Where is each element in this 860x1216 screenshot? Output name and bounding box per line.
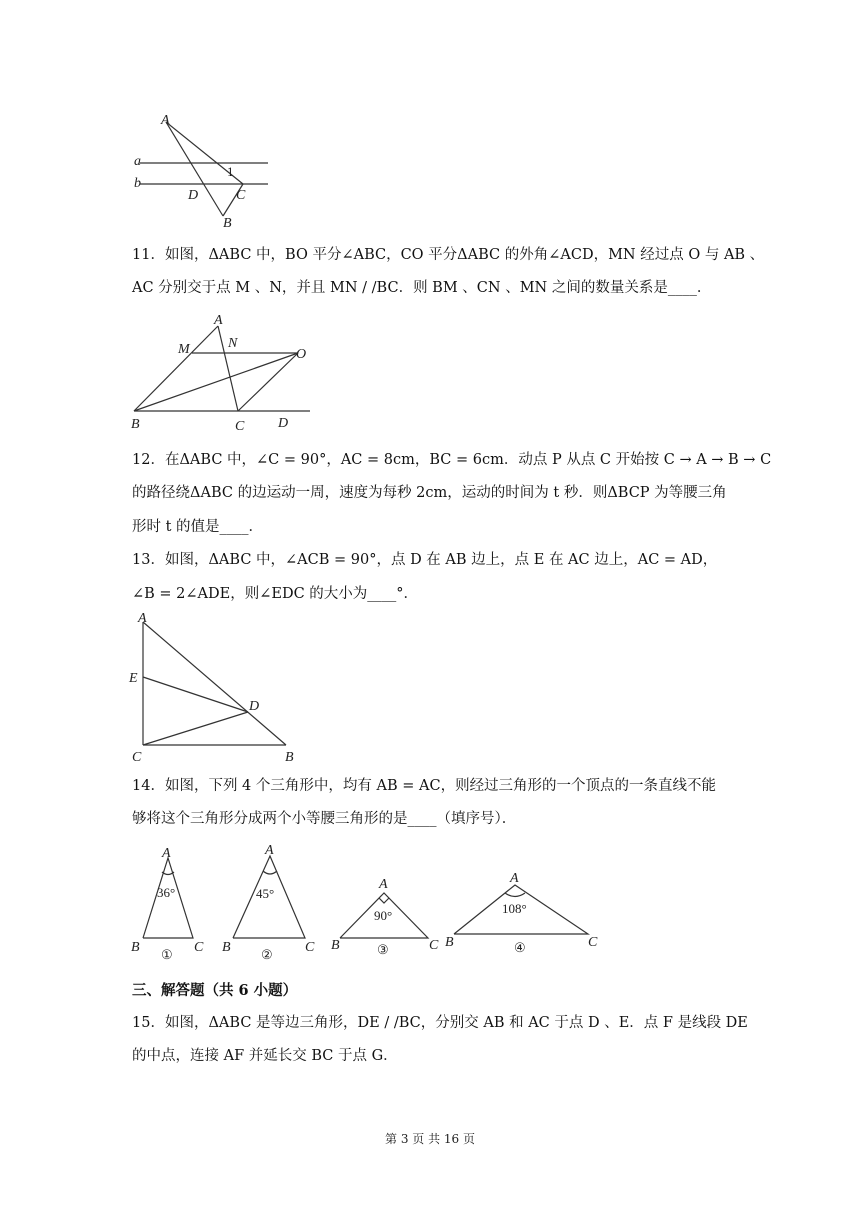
label-a: A xyxy=(138,611,147,626)
label-b: B xyxy=(285,750,294,765)
tri1-number: ① xyxy=(161,947,173,962)
label-d: D xyxy=(188,188,199,203)
figure-q13-right-triangle xyxy=(128,608,308,768)
tri1-label-a: A xyxy=(162,846,171,861)
label-n: N xyxy=(228,336,238,351)
tri4-number: ④ xyxy=(514,940,526,955)
label-d: D xyxy=(249,699,260,714)
tri4-label-a: A xyxy=(510,871,519,886)
tri3-label-b: B xyxy=(331,938,340,953)
figure-parallel-lines-triangle xyxy=(128,110,278,235)
q15-line-1: 15．如图，ΔABC 是等边三角形，DE / /BC，分别交 AB 和 AC 于点 D 、E．点 F 是线段 DE xyxy=(132,1015,748,1031)
label-e: E xyxy=(129,671,138,686)
label-a: A xyxy=(214,313,223,328)
label-c: C xyxy=(236,188,246,203)
tri1-label-b: B xyxy=(131,940,140,955)
tri4-angle: 108° xyxy=(502,901,527,916)
q11-line-1: 11．如图，ΔABC 中，BO 平分∠ABC，CO 平分ΔABC 的外角∠ACD，MN 经过点 O 与 AB 、 xyxy=(132,247,765,263)
tri1-angle: 36° xyxy=(157,885,176,900)
label-o: O xyxy=(296,347,307,362)
label-m: M xyxy=(178,342,190,357)
label-c: C xyxy=(132,750,142,765)
tri3-label-a: A xyxy=(379,877,388,892)
label-a-point: A xyxy=(161,113,170,128)
q12-line-1: 12．在ΔABC 中，∠C = 90°，AC = 8cm，BC = 6cm．动点 P 从点 C 开始按 C → A → B → C xyxy=(132,452,772,468)
tri4-label-b: B xyxy=(445,935,454,950)
q11-line-2: AC 分别交于点 M 、N，并且 MN / /BC．则 BM 、CN 、MN 之间的数量关系是____． xyxy=(132,280,712,296)
label-b: B xyxy=(223,216,232,231)
tri2-label-c: C xyxy=(305,940,315,955)
page-footer: 第 3 页 共 16 页 xyxy=(385,1132,475,1146)
tri2-angle: 45° xyxy=(256,886,275,901)
label-d: D xyxy=(278,416,289,431)
tri2-label-a: A xyxy=(265,843,274,858)
figure-q11-triangle-parallel xyxy=(128,310,318,435)
tri1-label-c: C xyxy=(194,940,204,955)
q12-line-3: 形时 t 的值是____． xyxy=(132,519,264,535)
label-line-b: b xyxy=(134,176,141,191)
tri2-number: ② xyxy=(261,947,273,962)
tri4-label-c: C xyxy=(588,935,598,950)
label-line-a: a xyxy=(134,154,141,169)
tri3-number: ③ xyxy=(377,942,389,957)
q14-line-1: 14．如图，下列 4 个三角形中，均有 AB = AC，则经过三角形的一个顶点的一条直线不能 xyxy=(132,778,717,794)
tri2-label-b: B xyxy=(222,940,231,955)
q13-line-1: 13．如图，ΔABC 中，∠ACB = 90°，点 D 在 AB 边上，点 E 在 AC 边上，AC = AD， xyxy=(132,552,718,568)
section-title: 三、解答题（共 6 小题） xyxy=(132,982,298,999)
q12-line-2: 的路径绕ΔABC 的边运动一周，速度为每秒 2cm，运动的时间为 t 秒．则ΔBCP 为等腰三角 xyxy=(132,485,727,501)
label-c: C xyxy=(235,419,245,434)
q13-line-2: ∠B = 2∠ADE，则∠EDC 的大小为____°． xyxy=(132,586,419,602)
q15-line-2: 的中点，连接 AF 并延长交 BC 于点 G． xyxy=(132,1048,398,1064)
tri3-angle: 90° xyxy=(374,908,393,923)
label-angle-1: 1 xyxy=(227,164,234,179)
q14-line-2: 够将这个三角形分成两个小等腰三角形的是____（填序号）． xyxy=(132,811,517,827)
tri3-label-c: C xyxy=(429,938,439,953)
figure-q14-four-triangles xyxy=(128,838,608,966)
label-b: B xyxy=(131,417,140,432)
